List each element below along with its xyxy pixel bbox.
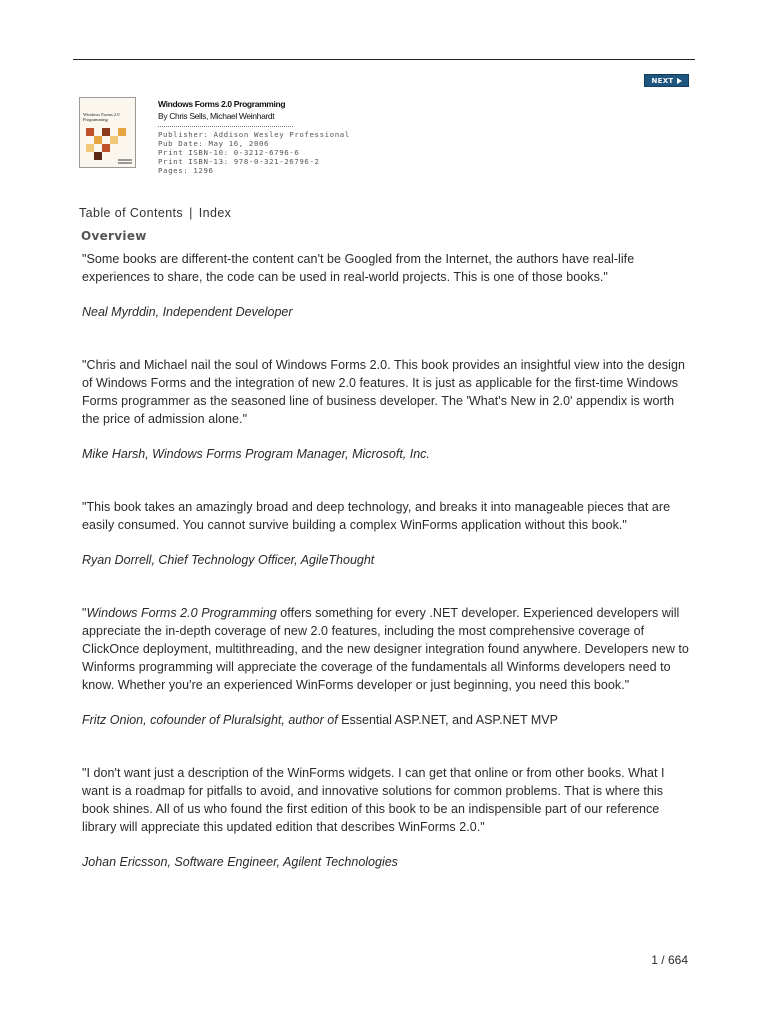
quote-attribution: Mike Harsh, Windows Forms Program Manager, Microsoft, Inc. [82, 447, 430, 461]
quote-attribution: Fritz Onion, cofounder of Pluralsight, author of Essential ASP.NET, and ASP.NET MVP [82, 713, 558, 727]
dotted-divider [158, 126, 293, 127]
page-indicator: 1 / 664 [651, 953, 688, 967]
top-divider [73, 59, 695, 60]
quote-text: "Chris and Michael nail the soul of Windows Forms 2.0. This book provides an insightful view into the design of Windows Forms and the integration of new 2.0 features. It is just as applicable for the first-time Windows Forms programmer as the seasoned line of business developer. The 'What's New in 2.0' appendix is worth the price of admission alone." [82, 358, 685, 426]
cover-pattern-square [94, 136, 102, 144]
toc-separator: | [189, 206, 193, 220]
quote-text: "Windows Forms 2.0 Programming offers something for every .NET developer. Experienced developers will appreciate the in-depth coverage of new 2.0 features, including the most comprehensive coverage of ClickOnce deployment, multithreading, and the new designer integration found anywhere. Developers new to Winforms programming will appreciate the coverage of the fundamentals all Winforms developers need to know. Whether you're an experienced WinForms developer or just beginning, you need this book." [82, 606, 689, 692]
book-title: Windows Forms 2.0 Programming [158, 99, 286, 109]
cover-author-marks [118, 162, 132, 164]
cover-pattern-square [102, 128, 110, 136]
arrow-right-icon [677, 78, 682, 84]
cover-title: Windows Forms 2.0 Programming [83, 112, 120, 122]
table-of-contents-link[interactable]: Table of Contents [79, 206, 184, 220]
quote-text: "This book takes an amazingly broad and deep technology, and breaks it into manageable pieces that are easily consumed. You cannot survive building a complex WinForms application without this book." [82, 500, 671, 532]
cover-pattern-square [86, 128, 94, 136]
isbn-10: Print ISBN-10: 0-3212-6796-6 [158, 148, 300, 157]
cover-pattern-square [110, 136, 118, 144]
cover-pattern-square [86, 144, 94, 152]
quote-attribution: Ryan Dorrell, Chief Technology Officer, AgileThought [82, 553, 375, 567]
isbn-13: Print ISBN-13: 978-0-321-26796-2 [158, 157, 320, 166]
cover-pattern-square [94, 152, 102, 160]
book-cover-image [79, 97, 136, 168]
cover-pattern-square [118, 128, 126, 136]
index-link[interactable]: Index [198, 206, 232, 220]
toc-links [79, 206, 231, 220]
book-metadata [158, 99, 418, 175]
quotes-section [82, 250, 692, 871]
quote-attribution: Johan Ericsson, Software Engineer, Agilent Technologies [82, 855, 398, 869]
quote-attribution: Neal Myrddin, Independent Developer [82, 305, 293, 319]
next-button[interactable] [644, 74, 689, 87]
page-count: Pages: 1296 [158, 166, 214, 175]
quote-text: "I don't want just a description of the WinForms widgets. I can get that online or from other books. What I want is a roadmap for pitfalls to avoid, and innovative solutions for common problems. That is where this book shines. All of us who found the first edition of this book to be an indispensible part of our reference library will appreciate this updated edition that describes WinForms 2.0." [82, 766, 665, 834]
quote-text: "Some books are different-the content can't be Googled from the Internet, the authors have real-life experiences to share, the code can be used in real-world projects. This is one of those books." [82, 252, 635, 284]
next-button-label: NEXT [651, 76, 674, 85]
pub-date: Pub Date: May 16, 2006 [158, 139, 270, 148]
cover-pattern-square [102, 144, 110, 152]
book-title-italic: Windows Forms 2.0 Programming [86, 606, 277, 620]
book-authors: By Chris Sells, Michael Weinhardt [158, 111, 275, 121]
publisher: Publisher: Addison Wesley Professional [158, 130, 350, 139]
overview-heading: Overview [81, 229, 147, 243]
